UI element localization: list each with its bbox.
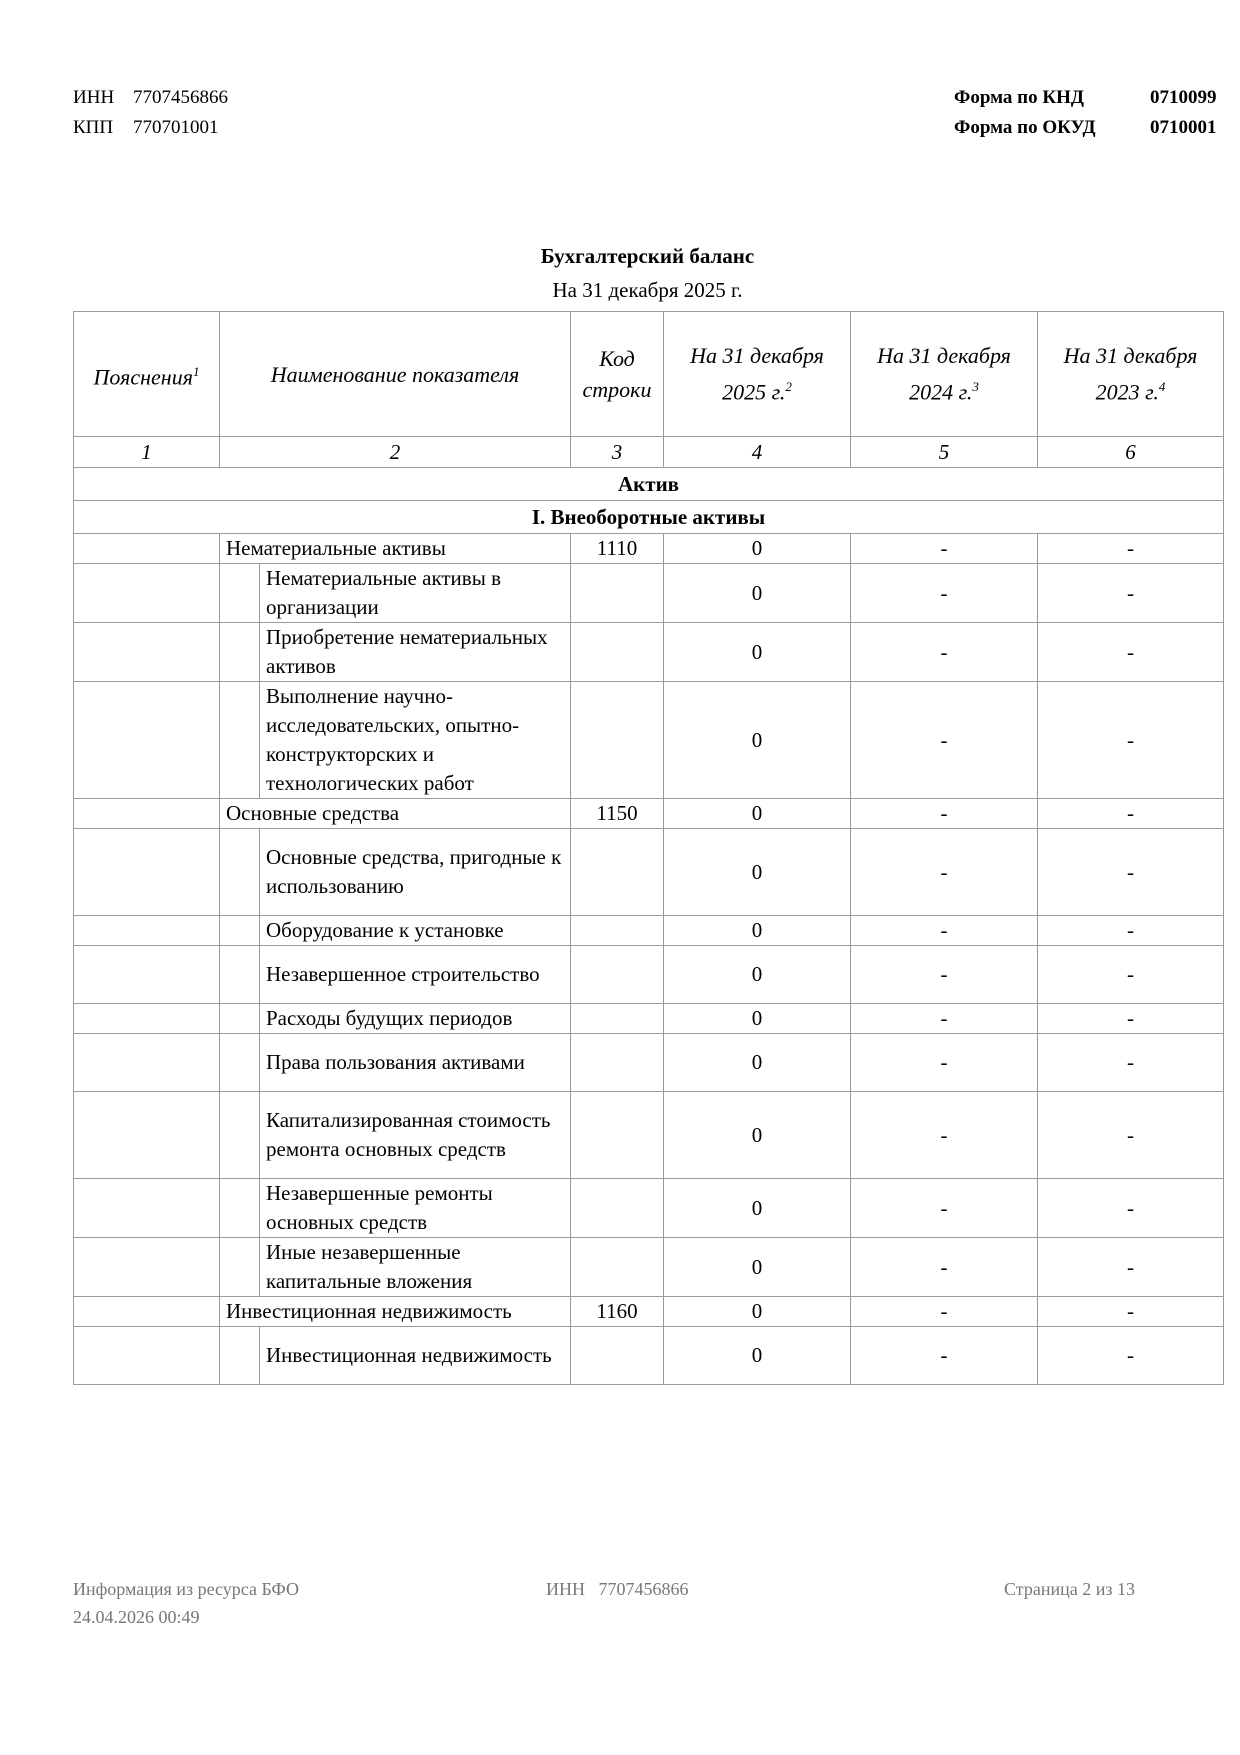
- indicator-name: Иные незавершенные капитальные вложения: [260, 1238, 571, 1297]
- notes-cell: [74, 1327, 220, 1385]
- knd-value: 0710099: [1150, 87, 1217, 108]
- table-row: [74, 1092, 1224, 1179]
- line-code: [571, 1034, 664, 1092]
- okud-value: 0710001: [1150, 117, 1217, 138]
- value-2025: 0: [664, 623, 851, 682]
- value-2024: -: [851, 682, 1038, 799]
- value-2023: -: [1038, 1034, 1224, 1092]
- indent-cell: [220, 1179, 260, 1238]
- notes-cell: [74, 623, 220, 682]
- header-forms: [954, 83, 1217, 143]
- value-2024: -: [851, 1297, 1038, 1327]
- col-number: 4: [664, 437, 851, 468]
- inn-value: 7707456866: [133, 87, 228, 108]
- value-2025: 0: [664, 829, 851, 916]
- line-code: [571, 916, 664, 946]
- notes-cell: [74, 1092, 220, 1179]
- value-2025: 0: [664, 534, 851, 564]
- value-2023: -: [1038, 1297, 1224, 1327]
- indicator-name: Нематериальные активы: [220, 534, 571, 564]
- line-code: [571, 682, 664, 799]
- table-row: [74, 1238, 1224, 1297]
- knd-row: [954, 83, 1217, 113]
- indent-cell: [220, 1004, 260, 1034]
- indicator-name: Выполнение научно-исследовательских, опытно-конструкторских и технологических работ: [260, 682, 571, 799]
- value-2023: -: [1038, 623, 1224, 682]
- value-2024: -: [851, 534, 1038, 564]
- table-row: [74, 946, 1224, 1004]
- col-number: 1: [74, 437, 220, 468]
- value-2025: 0: [664, 916, 851, 946]
- footer-inn-value: 7707456866: [598, 1579, 689, 1599]
- notes-cell: [74, 1179, 220, 1238]
- indent-cell: [220, 564, 260, 623]
- okud-row: [954, 113, 1217, 143]
- value-2024: -: [851, 1004, 1038, 1034]
- value-2024: -: [851, 1238, 1038, 1297]
- indent-cell: [220, 946, 260, 1004]
- value-2025: 0: [664, 946, 851, 1004]
- line-code: [571, 1092, 664, 1179]
- value-2024: -: [851, 564, 1038, 623]
- notes-cell: [74, 916, 220, 946]
- page-title: Бухгалтерский баланс: [540, 244, 755, 268]
- value-2024: -: [851, 829, 1038, 916]
- footer-inn: [546, 1575, 689, 1603]
- balance-table: [73, 311, 1224, 1385]
- line-code: 1110: [571, 534, 664, 564]
- header-2024: На 31 декабря 2024 г.$^3$: [851, 312, 1038, 437]
- value-2024: -: [851, 1092, 1038, 1179]
- indicator-name: Права пользования активами: [260, 1034, 571, 1092]
- col-number: 3: [571, 437, 664, 468]
- col-number: 6: [1038, 437, 1224, 468]
- value-2023: -: [1038, 829, 1224, 916]
- indicator-name: Основные средства: [220, 799, 571, 829]
- value-2025: 0: [664, 1034, 851, 1092]
- kpp-label: КПП: [73, 117, 114, 138]
- table-row: [74, 1297, 1224, 1327]
- line-code: [571, 1004, 664, 1034]
- table-row: [74, 916, 1224, 946]
- footer-datetime: 24.04.2026 00:49: [73, 1607, 200, 1627]
- footer-source-block: [73, 1575, 299, 1631]
- indicator-name: Инвестиционная недвижимость: [220, 1297, 571, 1327]
- indent-cell: [220, 682, 260, 799]
- section-aktiv: Актив: [74, 468, 1224, 501]
- col-number: 5: [851, 437, 1038, 468]
- footer-inn-label: ИНН: [546, 1579, 585, 1599]
- column-number-row: [74, 437, 1224, 468]
- header-2025: На 31 декабря 2025 г.$^2$: [664, 312, 851, 437]
- indent-cell: [220, 829, 260, 916]
- indent-cell: [220, 623, 260, 682]
- value-2024: -: [851, 1327, 1038, 1385]
- line-code: [571, 1327, 664, 1385]
- value-2024: -: [851, 1179, 1038, 1238]
- indent-cell: [220, 1092, 260, 1179]
- value-2025: 0: [664, 1297, 851, 1327]
- notes-cell: [74, 1238, 220, 1297]
- notes-cell: [74, 1297, 220, 1327]
- line-code: [571, 1238, 664, 1297]
- kpp-row: [73, 113, 228, 143]
- indicator-name: Нематериальные активы в организации: [260, 564, 571, 623]
- indent-cell: [220, 1327, 260, 1385]
- value-2025: 0: [664, 682, 851, 799]
- value-2025: 0: [664, 1179, 851, 1238]
- table-row: [74, 1179, 1224, 1238]
- value-2025: 0: [664, 564, 851, 623]
- indicator-name: Основные средства, пригодные к использованию: [260, 829, 571, 916]
- notes-cell: [74, 564, 220, 623]
- indicator-name: Приобретение нематериальных активов: [260, 623, 571, 682]
- value-2025: 0: [664, 1327, 851, 1385]
- value-2024: -: [851, 1034, 1038, 1092]
- value-2025: 0: [664, 799, 851, 829]
- section-row: [74, 501, 1224, 534]
- indicator-name: Расходы будущих периодов: [260, 1004, 571, 1034]
- value-2023: -: [1038, 534, 1224, 564]
- okud-label: Форма по ОКУД: [954, 117, 1096, 138]
- footer-page-number: Страница 2 из 13: [1004, 1579, 1135, 1599]
- table-row: [74, 623, 1224, 682]
- header-identifiers: [73, 83, 228, 143]
- value-2025: 0: [664, 1004, 851, 1034]
- notes-cell: [74, 534, 220, 564]
- section-non-current-assets: I. Внеоборотные активы: [74, 501, 1224, 534]
- indent-cell: [220, 1034, 260, 1092]
- value-2023: -: [1038, 946, 1224, 1004]
- inn-row: [73, 83, 228, 113]
- header-indicator-name: Наименование показателя: [220, 312, 571, 437]
- indent-cell: [220, 1238, 260, 1297]
- header-notes: Пояснения$^1$: [74, 312, 220, 437]
- table-row: [74, 682, 1224, 799]
- value-2023: -: [1038, 564, 1224, 623]
- indent-cell: [220, 916, 260, 946]
- line-code: [571, 946, 664, 1004]
- value-2024: -: [851, 623, 1038, 682]
- indicator-name: Незавершенные ремонты основных средств: [260, 1179, 571, 1238]
- value-2025: 0: [664, 1238, 851, 1297]
- value-2024: -: [851, 916, 1038, 946]
- indicator-name: Незавершенное строительство: [260, 946, 571, 1004]
- notes-cell: [74, 1034, 220, 1092]
- notes-cell: [74, 1004, 220, 1034]
- notes-cell: [74, 946, 220, 1004]
- page-subtitle: На 31 декабря 2025 г.: [552, 278, 743, 302]
- inn-label: ИНН: [73, 87, 115, 108]
- line-code: [571, 623, 664, 682]
- table-row: [74, 1004, 1224, 1034]
- table-header-row: [74, 312, 1224, 437]
- header-2023: На 31 декабря 2023 г.$^4$: [1038, 312, 1224, 437]
- line-code: [571, 829, 664, 916]
- indicator-name: Капитализированная стоимость ремонта основных средств: [260, 1092, 571, 1179]
- value-2024: -: [851, 946, 1038, 1004]
- knd-label: Форма по КНД: [954, 87, 1084, 108]
- line-code: [571, 564, 664, 623]
- indicator-name: Оборудование к установке: [260, 916, 571, 946]
- value-2024: -: [851, 799, 1038, 829]
- notes-cell: [74, 682, 220, 799]
- line-code: [571, 1179, 664, 1238]
- value-2023: -: [1038, 916, 1224, 946]
- footer-source: Информация из ресурса БФО: [73, 1579, 299, 1599]
- value-2023: -: [1038, 682, 1224, 799]
- table-row: [74, 1327, 1224, 1385]
- section-row: [74, 468, 1224, 501]
- table-row: [74, 799, 1224, 829]
- table-row: [74, 829, 1224, 916]
- line-code: 1160: [571, 1297, 664, 1327]
- table-row: [74, 534, 1224, 564]
- notes-cell: [74, 799, 220, 829]
- col-number: 2: [220, 437, 571, 468]
- value-2023: -: [1038, 1238, 1224, 1297]
- table-row: [74, 1034, 1224, 1092]
- table-row: [74, 564, 1224, 623]
- value-2023: -: [1038, 1004, 1224, 1034]
- value-2023: -: [1038, 1327, 1224, 1385]
- value-2025: 0: [664, 1092, 851, 1179]
- line-code: 1150: [571, 799, 664, 829]
- value-2023: -: [1038, 799, 1224, 829]
- indicator-name: Инвестиционная недвижимость: [260, 1327, 571, 1385]
- notes-cell: [74, 829, 220, 916]
- header-line-code: Код строки: [571, 312, 664, 437]
- value-2023: -: [1038, 1092, 1224, 1179]
- value-2023: -: [1038, 1179, 1224, 1238]
- kpp-value: 770701001: [133, 117, 219, 138]
